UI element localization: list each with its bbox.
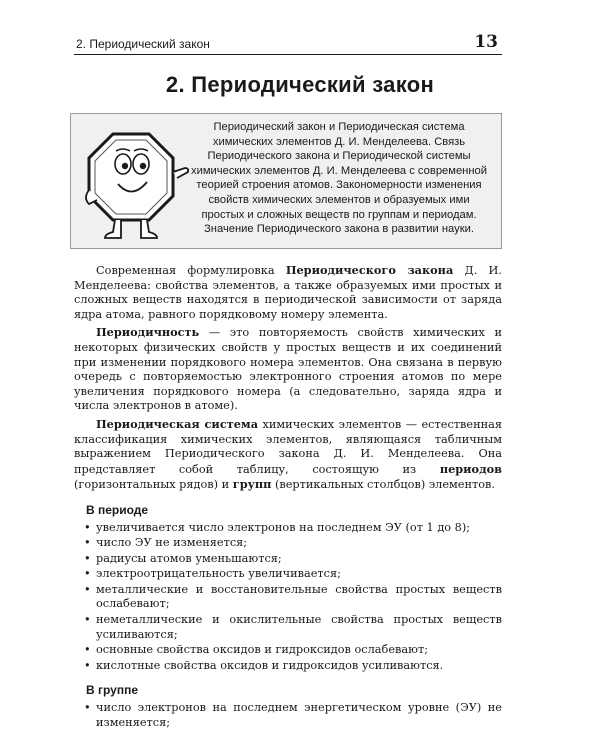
list-item: • металлические и восстановительные свойства простых веществ ослабевают;	[96, 583, 502, 612]
list-item: • радиусы атомов уменьшаются;	[96, 552, 502, 567]
list-item: • основные свойства оксидов и гидроксидов ослабевают;	[96, 643, 502, 658]
term-periodic-system: Периодическая система	[96, 416, 259, 431]
body-text	[74, 263, 502, 731]
paragraph-system: Периодическая система химических элементов — естественная классификация химических элементов, являющаяся табличным выражением Периодического закона Д. И. Менделеева. Она представляет собой таблицу, состоящую из периодов (горизонтальных рядов) и групп (вертикальных столбцов) элементов.	[74, 416, 502, 492]
list-item: • кислотные свойства оксидов и гидроксидов усиливаются.	[96, 659, 502, 674]
term-periodicity: Периодичность	[96, 325, 200, 340]
chapter-summary-box	[70, 113, 502, 249]
running-header	[74, 33, 502, 55]
paragraph-law: Современная формулировка Периодического закона Д. И. Менделеева: свойства элементов, а также образуемых ими простых и сложных веществ находятся в периодической зависимости от заряда ядра атома, равного порядковому номеру элемента.	[74, 263, 502, 321]
chapter-summary-text: Периодический закон и Периодическая система химических элементов Д. И. Менделеева. Связь Периодического закона и Периодической системы химических элементов Д. И. Менделеева с современной теорией строения атомов. Закономерности изменения свойств химических элементов и образуемых ими простых и сложных веществ по группам и периодам. Значение Периодического закона в развитии науки.	[190, 121, 487, 236]
section-title-in-period: В периоде	[86, 502, 149, 517]
term-periodic-law: Периодического закона	[285, 263, 454, 277]
term-groups: групп	[232, 477, 272, 492]
list-item: • число ЭУ не изменяется;	[96, 536, 502, 551]
octagon-mascot-icon	[85, 120, 191, 242]
term-periods: периодов	[439, 461, 502, 476]
list-item: • электроотрицательность увеличивается;	[96, 567, 502, 582]
running-title: 2. Периодический закон	[76, 37, 210, 51]
list-item: • увеличивается число электронов на последнем ЭУ (от 1 до 8);	[96, 521, 502, 536]
chapter-title: 2. Периодический закон	[165, 72, 435, 97]
paragraph-periodicity: Периодичность — это повторяемость свойств химических и некоторых физических свойств у простых веществ и их соединений при изменении порядкового номера элементов. Она связана в первую очередь с повторяемостью электронного строения атомов по мере увеличения порядкового номера (а следовательно, заряда ядра и числа электронов в атоме).	[74, 325, 502, 413]
header-rule	[74, 54, 502, 55]
list-item: • число электронов на последнем энергетическом уровне (ЭУ) не изменяется;	[96, 701, 502, 730]
list-item: • неметаллические и окислительные свойства простых веществ усиливаются;	[96, 613, 502, 642]
list-in-period	[74, 521, 502, 674]
page-number: 13	[474, 32, 498, 52]
section-title-in-group: В группе	[86, 683, 139, 698]
list-in-group	[74, 701, 502, 730]
